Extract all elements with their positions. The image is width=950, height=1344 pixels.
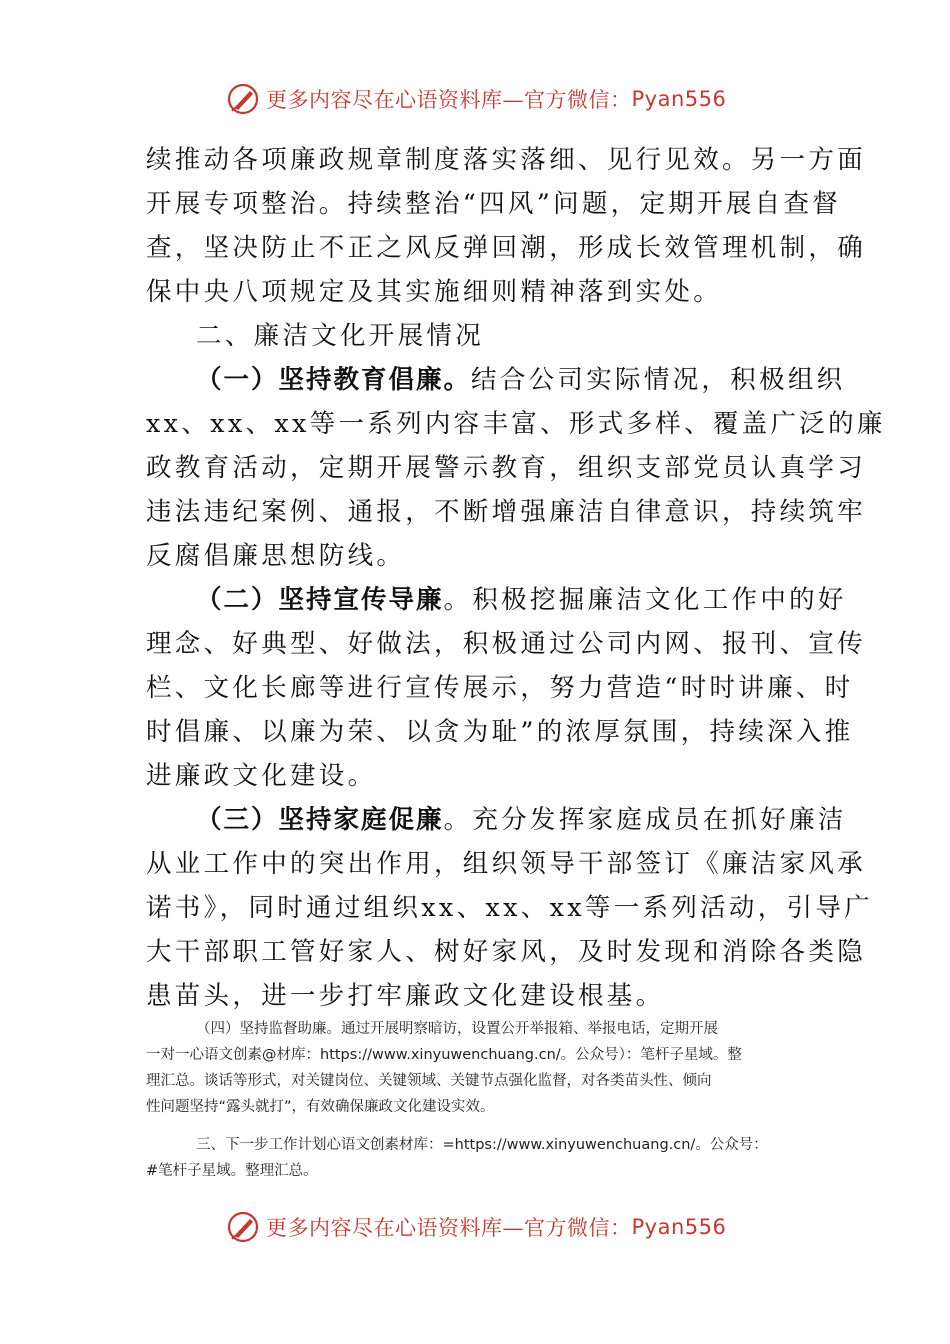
body-line: 保中央八项规定及其实施细则精神落到实处。 xyxy=(146,277,723,307)
body-line: 理念、好典型、好做法，积极通过公司内网、报刊、宣传 xyxy=(146,629,867,659)
small-line: #笔杆子星域。整理汇总。 xyxy=(146,1163,318,1179)
body-line: 政教育活动，定期开展警示教育，组织支部党员认真学习 xyxy=(146,453,867,483)
body-line: 诺书》，同时通过组织xx、xx、xx等一系列活动，引导广 xyxy=(146,893,873,923)
section-first-line xyxy=(196,798,856,842)
body-line: 查，坚决防止不正之风反弹回潮，形成长效管理机制，确 xyxy=(146,233,867,263)
body-line: 进廉政文化建设。 xyxy=(146,761,377,791)
body-line: 续推动各项廉政规章制度落实落细、见行见效。另一方面 xyxy=(146,145,867,175)
footer-banner xyxy=(226,1210,726,1244)
small-line: 三、下一步工作计划心语文创素材库：=https://www.xinyuwenchuang.cn/。公众号： xyxy=(196,1137,768,1153)
footer-banner-id: Pyan556 xyxy=(631,1215,727,1239)
body-line: 从业工作中的突出作用，组织领导干部签订《廉洁家风承 xyxy=(146,849,867,879)
small-line: 理汇总。谈话等形式，对关键岗位、关键领域、关键节点强化监督，对各类苗头性、倾向 xyxy=(146,1073,712,1089)
section-heading-bold: （一）坚持教育倡廉。 xyxy=(196,365,472,395)
section-first-text: 。积极挖掘廉洁文化工作中的好 xyxy=(443,585,847,615)
body-line: 反腐倡廉思想防线。 xyxy=(146,541,406,571)
body-line: xx、xx、xx等一系列内容丰富、形式多样、覆盖广泛的廉 xyxy=(146,409,886,439)
body-line: 时倡廉、以廉为荣、以贪为耻”的浓厚氛围，持续深入推 xyxy=(146,717,854,747)
section-first-line xyxy=(196,578,856,622)
body-line: 开展专项整治。持续整治“四风”问题，定期开展自查督 xyxy=(146,189,842,219)
body-line: 违法违纪案例、通报，不断增强廉洁自律意识，持续筑牢 xyxy=(146,497,867,527)
small-line: （四）坚持监督助廉。通过开展明察暗访，设置公开举报箱、举报电话，定期开展 xyxy=(196,1021,718,1037)
header-banner-text: 更多内容尽在心语资料库—官方微信： xyxy=(266,88,632,112)
section-heading-bold: （三）坚持家庭促廉 xyxy=(196,805,444,835)
body-line: 大干部职工管好家人、树好家风，及时发现和消除各类隐 xyxy=(146,937,867,967)
body-line: 栏、文化长廊等进行宣传展示，努力营造“时时讲廉、时 xyxy=(146,673,854,703)
section-first-text: 结合公司实际情况，积极组织 xyxy=(471,365,846,395)
footer-banner-text: 更多内容尽在心语资料库—官方微信： xyxy=(266,1216,632,1240)
header-banner xyxy=(226,82,726,116)
section-first-line xyxy=(196,358,856,402)
small-line: 一对一心语文创素@材库：https://www.xinyuwenchuang.cn/。公众号）：笔杆子星域。整 xyxy=(146,1047,742,1063)
body-line: 患苗头，进一步打牢廉政文化建设根基。 xyxy=(146,981,665,1011)
pen-logo-icon xyxy=(226,1210,260,1244)
header-banner-id: Pyan556 xyxy=(631,87,727,111)
small-line: 性问题坚持“露头就打”，有效确保廉政文化建设实效。 xyxy=(146,1099,495,1115)
section-heading-bold: （二）坚持宣传导廉 xyxy=(196,585,444,615)
section-heading: 二、廉洁文化开展情况 xyxy=(196,321,485,351)
section-first-text: 。充分发挥家庭成员在抓好廉洁 xyxy=(443,805,847,835)
pen-logo-icon xyxy=(226,82,260,116)
